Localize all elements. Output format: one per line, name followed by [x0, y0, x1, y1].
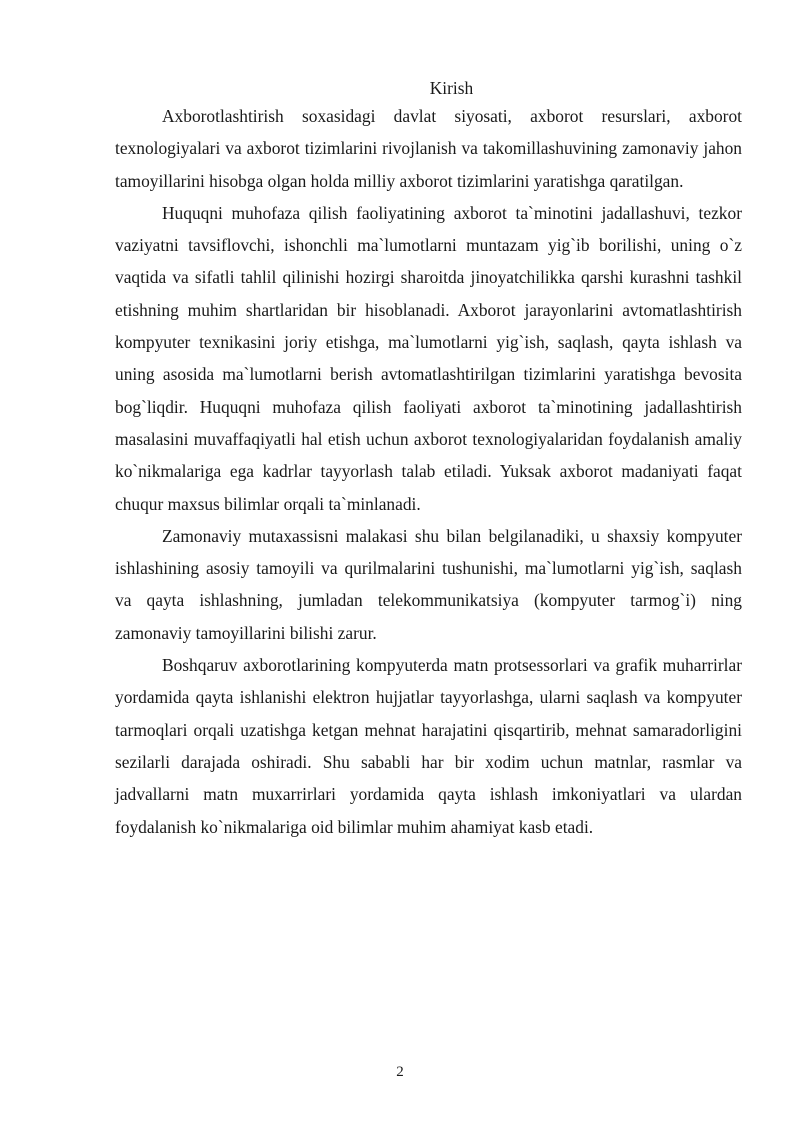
page-content [115, 76, 742, 843]
paragraph-1: Axborotlashtirish soxasidagi davlat siyosati, axborot resurslari, axborot texnologiyalari va axborot tizimlarini rivojlanish va takomillashuvining zamonaviy jahon tamoyillarini hisobga olgan holda milliy axborot tizimlarini yaratishga qaratilgan. [115, 106, 742, 191]
page-number: 2 [396, 1064, 404, 1080]
paragraph-4: Boshqaruv axborotlarining kompyuterda matn protsessorlari va grafik muharrirlar yordamida qayta ishlanishi elektron hujjatlar tayyorlashga, ularni saqlash va kompyuter tarmoqlari orqali uzatishga ketgan mehnat harajatini qisqartirib, mehnat samaradorligini sezilarli darajada oshiradi. Shu sababli har bir xodim uchun matnlar, rasmlar va jadvallarni matn muxarrirlari yordamida qayta ishlash imkoniyatlari va ulardan foydalanish ko`nikmalariga oid bilimlar muhim ahamiyat kasb etadi. [115, 655, 742, 837]
page-title: Kirish [429, 78, 474, 98]
paragraph-3: Zamonaviy mutaxassisni malakasi shu bilan belgilanadiki, u shaxsiy kompyuter ishlashining asosiy tamoyili va qurilmalarini tushunishi, ma`lumotlarni yig`ish, saqlash va qayta ishlashning, jumladan telekommunikatsiya (kompyuter tarmog`i) ning zamonaviy tamoyillarini bilishi zarur. [115, 525, 742, 643]
paragraph-2: Huquqni muhofaza qilish faoliyatining axborot ta`minotini jadallashuvi, tezkor vaziyatni tavsiflovchi, ishonchli ma`lumotlarni muntazam yig`ib borilishi, uning o`z vaqtida va sifatli tahlil qilinishi hozirgi sharoitda jinoyatchilikka qarshi kurashni tashkil etishning muhim shartlaridan bir hisoblanadi. Axborot jarayonlarini avtomatlashtirish kompyuter texnikasini joriy etishga, ma`lumotlarni yig`ish, saqlash, qayta ishlash va uning asosida ma`lumotlarni berish avtomatlashtirilgan tizimlarini yaratishga bevosita bog`liqdir. Huquqni muhofaza qilish faoliyati axborot ta`minotining jadallashtirish masalasini muvaffaqiyatli hal etish uchun axborot texnologiyalaridan foydalanish amaliy ko`nikmalariga ega kadrlar tayyorlash talab etiladi. Yuksak axborot madaniyati faqat chuqur maxsus bilimlar orqali ta`minlanadi. [115, 202, 742, 514]
